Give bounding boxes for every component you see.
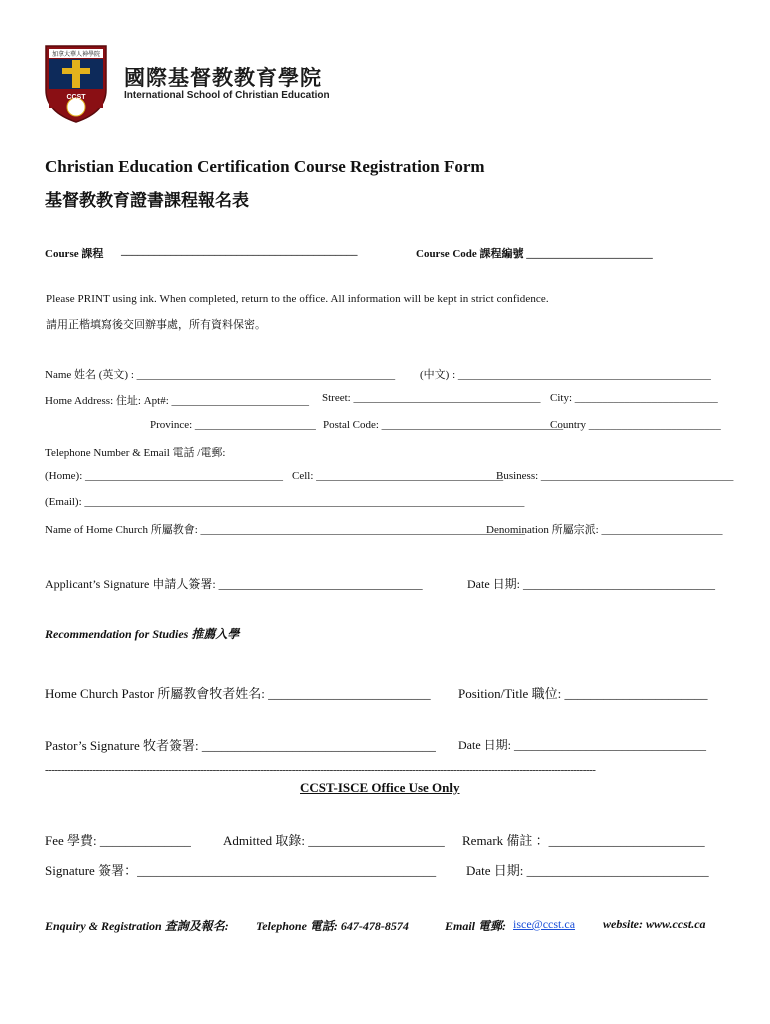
pastor-name-field[interactable]: Home Church Pastor 所屬教會牧者姓名: _________________________ (45, 686, 431, 701)
pastor-signature-field[interactable]: Pastor’s Signature 牧者簽署: ____________________________________ (45, 738, 436, 753)
applicant-signature-field[interactable]: Applicant’s Signature 申請人簽署: __________________________________ (45, 577, 423, 591)
home-church-field[interactable]: Name of Home Church 所屬教會: ___________________________________________________________ (45, 524, 525, 536)
course-code-field[interactable]: Course Code 課程編號 _______________________ (416, 248, 653, 260)
office-use-heading: CCST-ISCE Office Use Only (300, 780, 460, 795)
school-name-english: International School of Christian Education (124, 90, 330, 101)
remark-field[interactable]: Remark 備註 ：________________________ (462, 833, 705, 848)
footer-email-label: Email 電郵: (445, 919, 507, 933)
school-name-chinese: 國際基督教教育學院 (124, 66, 322, 90)
instructions-chinese: 請用正楷填寫後交回辦事處，所有資料保密。 (46, 318, 266, 331)
street-field[interactable]: Street: __________________________________ (322, 392, 541, 404)
applicant-date-field[interactable]: Date 日期: ________________________________ (467, 577, 715, 591)
course-field[interactable]: ___________________________________________ (121, 245, 358, 257)
city-field[interactable]: City: __________________________ (550, 392, 718, 404)
course-label: Course 課程 (45, 248, 104, 260)
name-english-field[interactable]: Name 姓名 (英文) : _______________________________________________ (45, 369, 396, 381)
pastor-date-field[interactable]: Date 日期: ________________________________ (458, 738, 706, 752)
footer-enquiry: Enquiry & Registration 查詢及報名: (45, 919, 229, 933)
admitted-field[interactable]: Admitted 取錄: _____________________ (223, 833, 445, 848)
logo-abbr: CCST (66, 94, 86, 101)
form-title-chinese: 基督教教育證書課程報名表 (45, 191, 249, 211)
logo-top-text: 加拿大華人神學院 (51, 51, 101, 58)
footer-website: website: www.ccst.ca (603, 917, 706, 931)
footer-email-link[interactable]: isce@ccst.ca (513, 917, 576, 931)
office-date-field[interactable]: Date 日期: ____________________________ (466, 863, 709, 878)
pastor-position-field[interactable]: Position/Title 職位: ______________________ (458, 686, 708, 701)
home-phone-field[interactable]: (Home): ____________________________________ (45, 470, 284, 482)
province-field[interactable]: Province: ______________________ (150, 419, 316, 431)
office-signature-field[interactable]: Signature 簽署：______________________________________________ (45, 863, 437, 878)
name-chinese-field[interactable]: (中文) : ______________________________________________ (420, 369, 711, 381)
email-field[interactable]: (Email): ________________________________________________________________________________ (45, 496, 525, 508)
denomination-field[interactable]: Denomination 所屬宗派: ______________________ (486, 524, 723, 536)
cell-phone-field[interactable]: Cell: __________________________________ (292, 470, 504, 482)
section-divider: ------------------------------------------------------------------------------------------------------------------------------------------------------------------------------ (45, 764, 596, 776)
school-crest-logo (44, 44, 108, 124)
apt-field[interactable]: Home Address: 住址: Apt#: _________________________ (45, 395, 309, 407)
instructions-english: Please PRINT using ink. When completed, return to the office. All information will be kept in strict confidence. (46, 293, 549, 305)
recommendation-heading: Recommendation for Studies 推薦入學 (45, 627, 240, 641)
business-phone-field[interactable]: Business: ___________________________________ (496, 470, 734, 482)
fee-field[interactable]: Fee 學費: ______________ (45, 833, 191, 848)
form-title-english: Christian Education Certification Course Registration Form (45, 157, 485, 176)
postal-code-field[interactable]: Postal Code: _________________________________ (323, 419, 564, 431)
country-field[interactable]: Country ________________________ (550, 419, 721, 431)
phone-email-label: Telephone Number & Email 電話 /電郵: (45, 447, 226, 459)
footer-telephone: Telephone 電話: 647-478-8574 (256, 919, 409, 933)
